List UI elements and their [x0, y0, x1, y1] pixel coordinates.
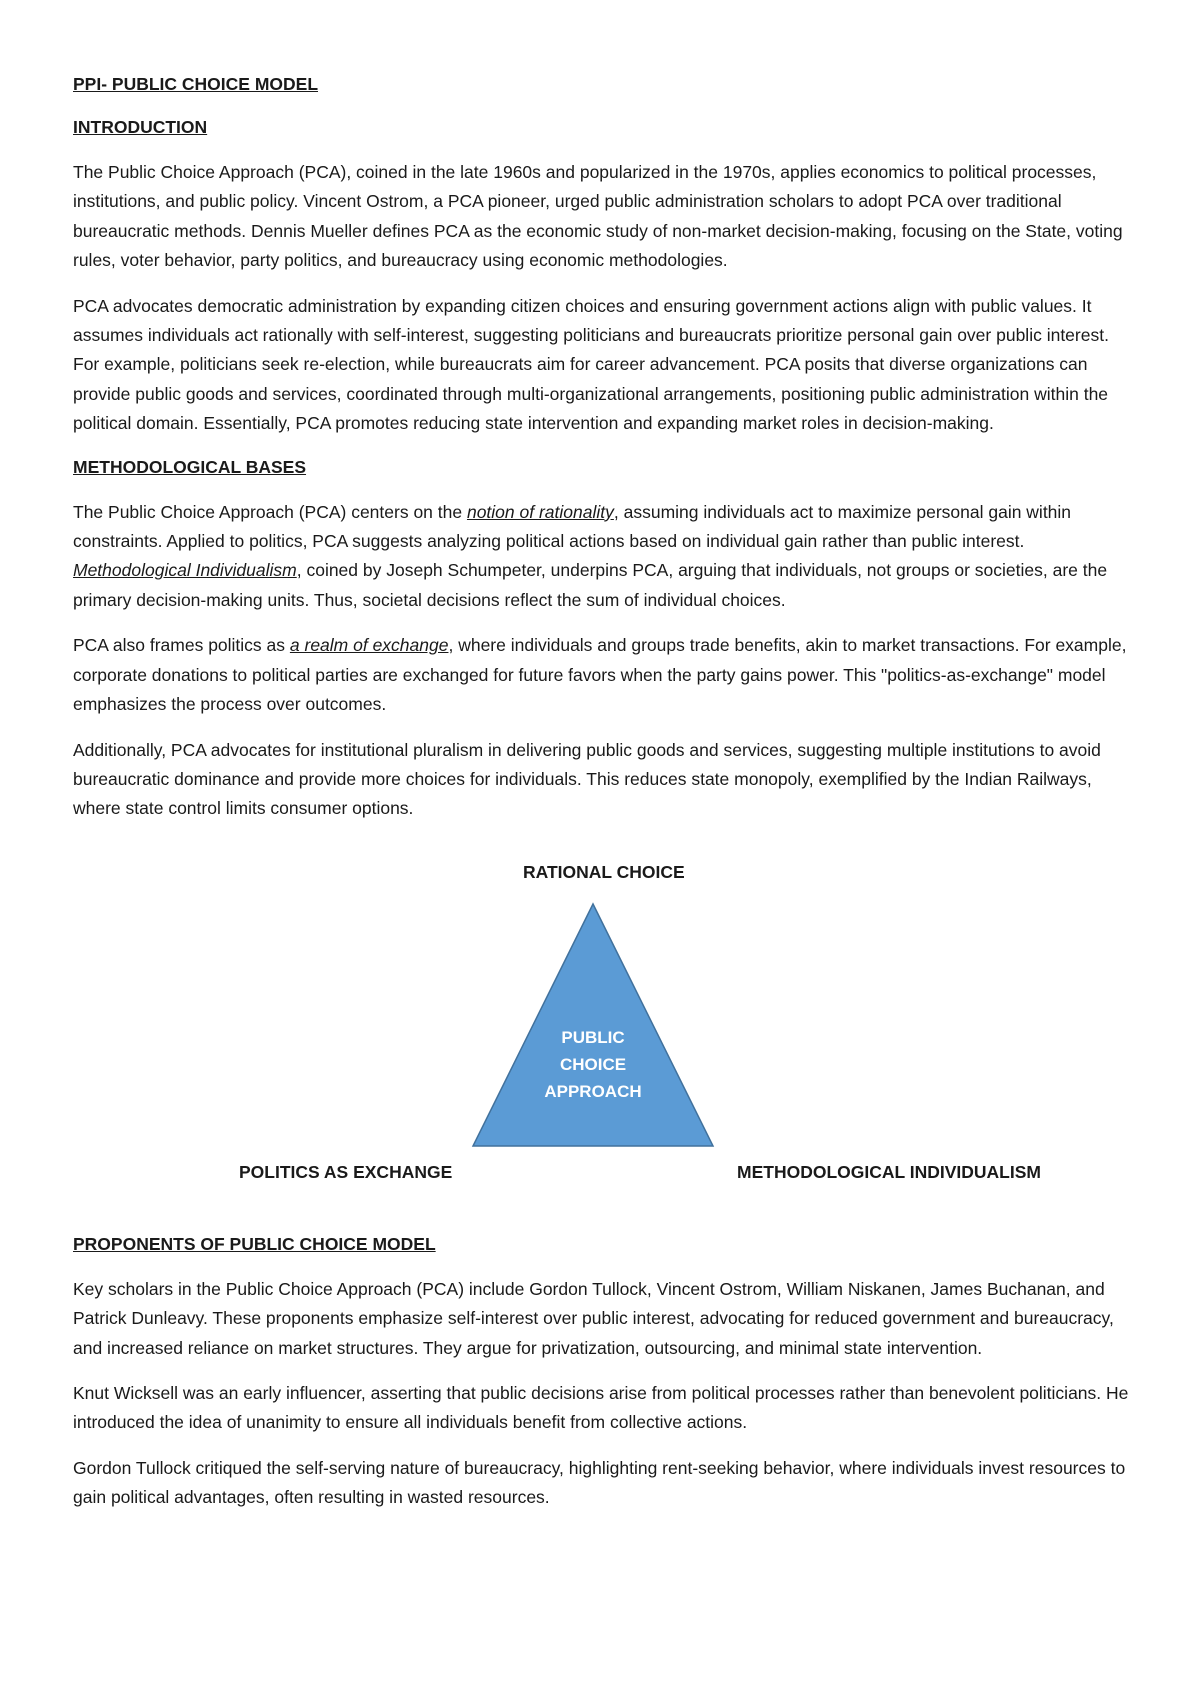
methodological-paragraph-2: [73, 631, 1135, 719]
introduction-paragraph-2: PCA advocates democratic administration by expanding citizen choices and ensuring government actions align with public values. It assumes individuals act rationally with self-interest, suggesting politicians and bureaucrats prioritize personal gain over public interest. For example, politicians seek re-election, while bureaucrats aim for career advancement. PCA posits that diverse organizations can provide public goods and services, coordinated through multi-organizational arrangements, positioning public administration within the political domain. Essentially, PCA promotes reducing state intervention and expanding market roles in decision-making.: [73, 295, 1109, 434]
methodological-bases-heading: METHODOLOGICAL BASES: [73, 456, 307, 477]
text-run: The Public Choice Approach (PCA) centers on the: [73, 501, 467, 522]
methodological-individualism-label: METHODOLOGICAL INDIVIDUALISM: [737, 1161, 1041, 1182]
triangle-center-text: [513, 1024, 673, 1105]
proponents-paragraph-2: Knut Wicksell was an early influencer, asserting that public decisions arise from political processes rather than benevolent politicians. He introduced the idea of unanimity to ensure all individuals benefit from collective actions.: [73, 1382, 1129, 1433]
politics-as-exchange-label: POLITICS AS EXCHANGE: [239, 1161, 453, 1182]
proponents-heading: PROPONENTS OF PUBLIC CHOICE MODEL: [73, 1233, 436, 1254]
proponents-paragraph-3: Gordon Tullock critiqued the self-serving nature of bureaucracy, highlighting rent-seeking behavior, where individuals invest resources to gain political advantages, often resulting in wasted resources.: [73, 1457, 1126, 1508]
text-run: PCA also frames politics as: [73, 635, 290, 656]
center-line-public: PUBLIC: [561, 1027, 625, 1047]
public-choice-diagram: [73, 854, 1135, 1232]
text-run: , coined by Joseph Schumpeter, underpins PCA, arguing that individuals, not groups or societies, are the primary decision-making units. Thus, societal decisions reflect the sum of individual choices.: [73, 560, 1108, 610]
center-line-approach: APPROACH: [544, 1081, 642, 1101]
introduction-paragraph-1: The Public Choice Approach (PCA), coined in the late 1960s and popularized in the 1970s, applies economics to political processes, institutions, and public policy. Vincent Ostrom, a PCA pioneer, urged public administration scholars to adopt PCA over traditional bureaucratic methods. Dennis Mueller defines PCA as the economic study of non-market decision-making, focusing on the State, voting rules, voter behavior, party politics, and bureaucracy using economic methodologies.: [73, 162, 1123, 271]
document-title: PPI- PUBLIC CHOICE MODEL: [73, 74, 319, 94]
methodological-paragraph-3: Additionally, PCA advocates for institutional pluralism in delivering public goods and services, suggesting multiple institutions to avoid bureaucratic dominance and provide more choices for individuals. This reduces state monopoly, exemplified by the Indian Railways, where state control limits consumer options.: [73, 739, 1101, 819]
notion-of-rationality-emphasis: notion of rationality: [466, 501, 614, 522]
methodological-paragraph-1: [73, 498, 1135, 616]
realm-of-exchange-emphasis: a realm of exchange: [289, 635, 449, 656]
center-line-choice: CHOICE: [559, 1054, 627, 1074]
methodological-individualism-emphasis: Methodological Individualism: [73, 560, 297, 581]
text-run: , assuming individuals act to maximize personal gain within constraints. Applied to politics, PCA suggests analyzing political actions based on individual gain rather than public interest.: [73, 501, 1072, 552]
document-page: [73, 72, 1135, 1529]
introduction-heading: INTRODUCTION: [73, 117, 208, 137]
text-run: , where individuals and groups trade benefits, akin to market transactions. For example, corporate donations to political parties are exchanged for future favors when the party gains power. This "politics-as-exchange" model emphasizes the process over outcomes.: [73, 635, 1127, 715]
rational-choice-label: RATIONAL CHOICE: [523, 861, 685, 882]
proponents-paragraph-1: Key scholars in the Public Choice Approach (PCA) include Gordon Tullock, Vincent Ostrom, William Niskanen, James Buchanan, and Patrick Dunleavy. These proponents emphasize self-interest over public interest, advocating for reduced government and bureaucracy, and increased reliance on market structures. They argue for privatization, outsourcing, and minimal state intervention.: [73, 1278, 1114, 1358]
